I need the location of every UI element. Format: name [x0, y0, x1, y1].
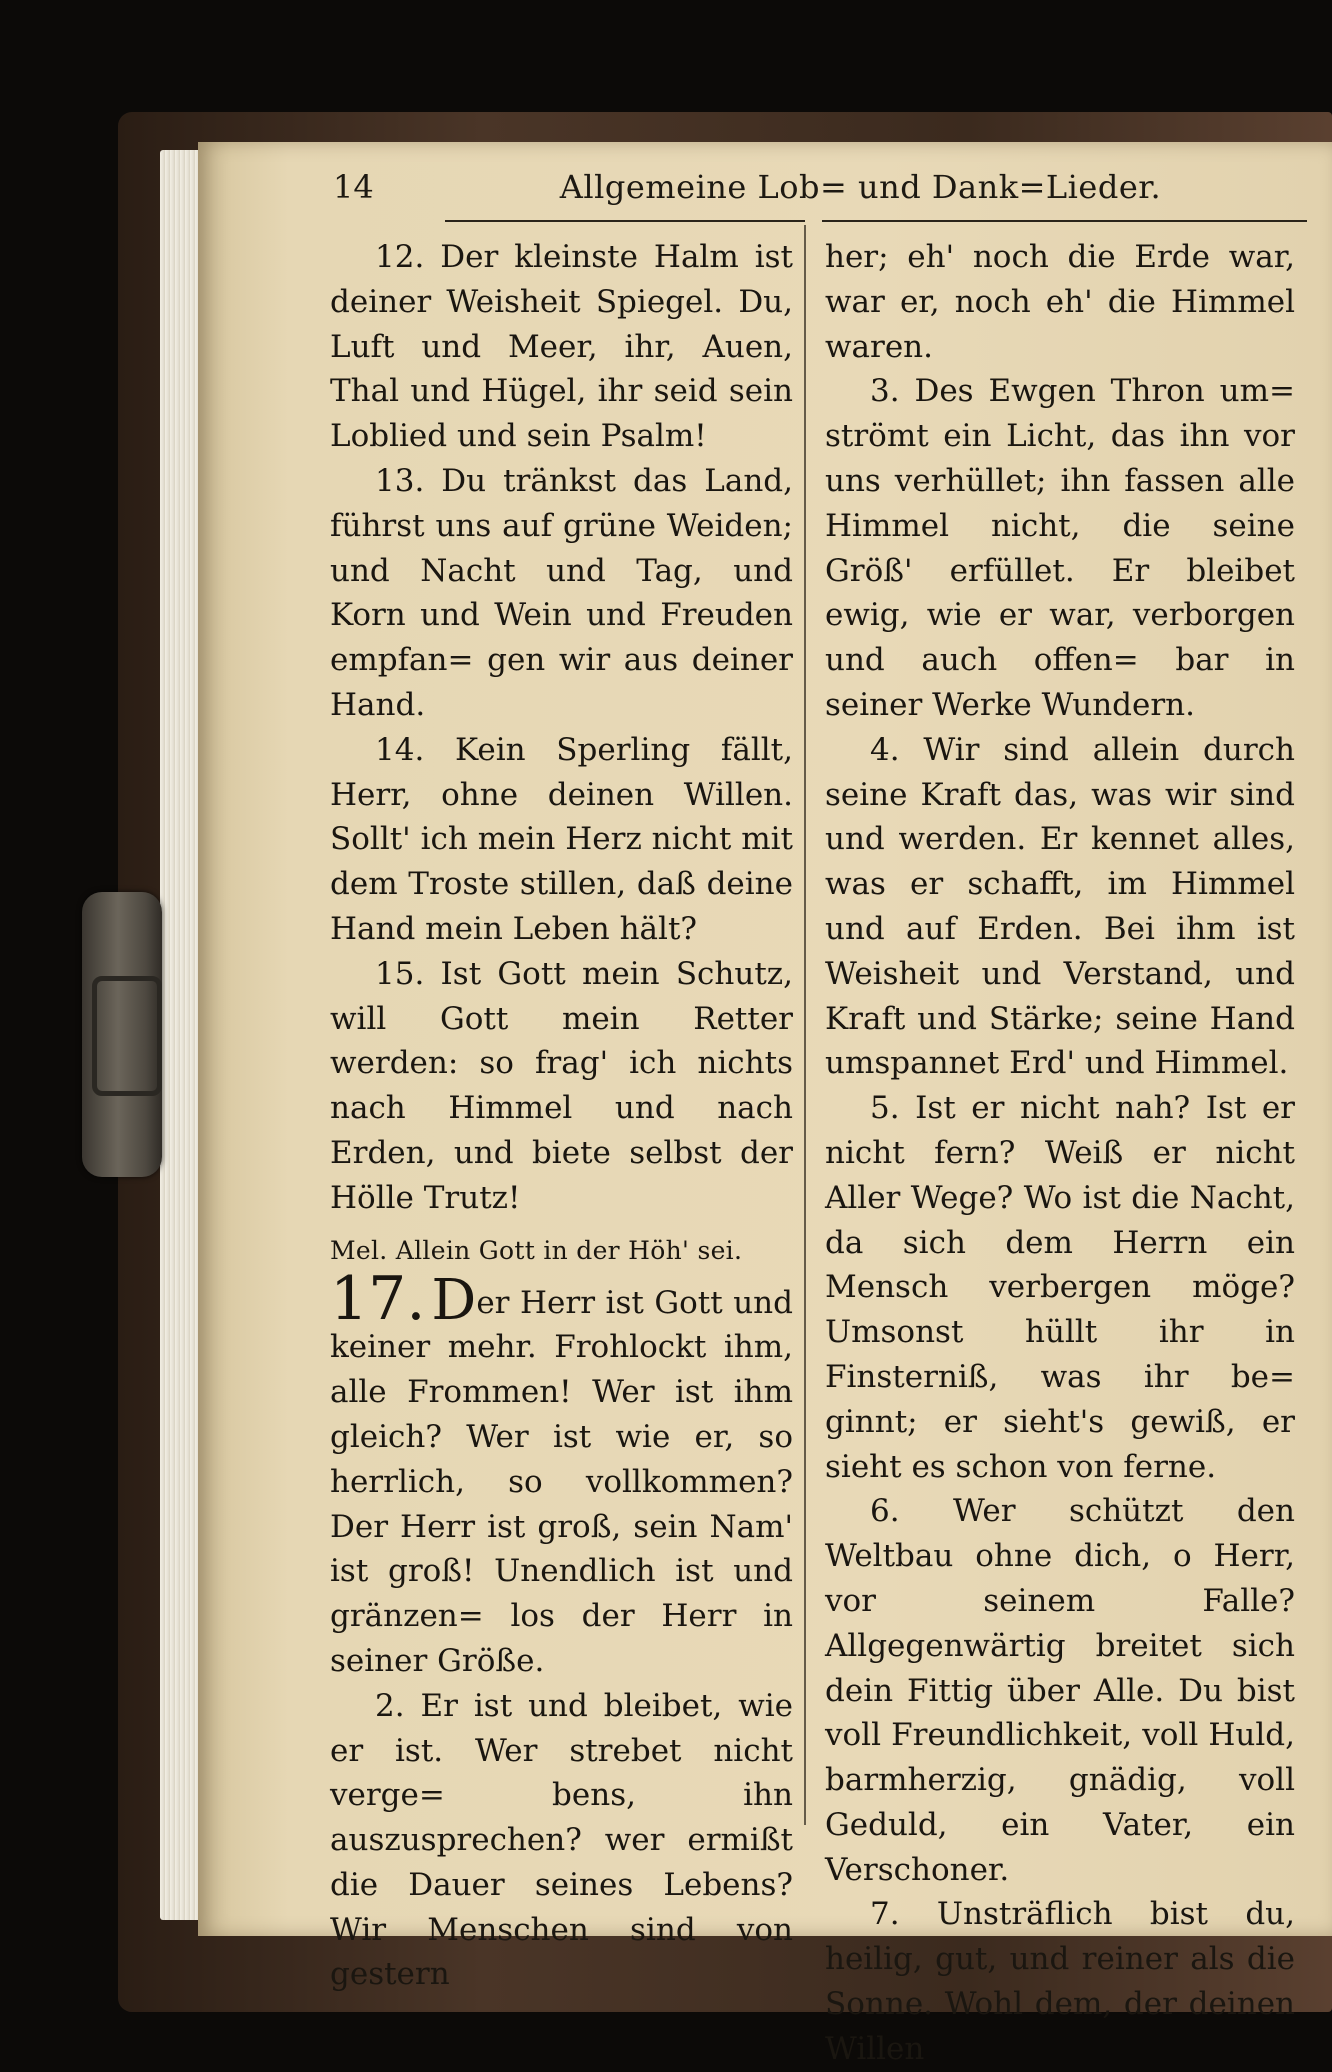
page-number: 14: [333, 168, 374, 206]
hymn-verse-1-text: er Herr ist Gott und keiner mehr. Frohlockt ihm, alle Frommen! Wer ist ihm gleich? Wer ist wie er, so herrlich, so vollkommen? Der Herr ist groß, sein Nam' ist groß! Unendlich ist und gränzen= los der Herr in seiner Größe.: [330, 1284, 793, 1679]
melody-line: Mel. Allein Gott in der Höh' sei.: [330, 1235, 743, 1265]
verse-12: 12. Der kleinste Halm ist deiner Weisheit Spiegel. Du, Luft und Meer, ihr, Auen, Thal und Hügel, ihr seid sein Loblied und sein Psalm!: [330, 239, 793, 455]
verse-2-continued: her; eh' noch die Erde war, war er, noch eh' die Himmel waren.: [825, 239, 1295, 365]
header-rule-left: [445, 220, 805, 222]
verse-15: 15. Ist Gott mein Schutz, will Gott mein Retter werden: so frag' ich nichts nach Himmel und nach Erden, und biete selbst der Hölle Trutz!: [330, 955, 793, 1216]
verse-14: 14. Kein Sperling fällt, Herr, ohne deinen Willen. Sollt' ich mein Herz nicht mit dem Troste stillen, daß deine Hand mein Leben hält?: [330, 731, 793, 947]
drop-cap: D: [431, 1267, 477, 1333]
running-title: Allgemeine Lob= und Dank=Lieder.: [559, 168, 1162, 206]
right-column: [825, 235, 1295, 2072]
column-divider: [804, 225, 806, 1825]
verse-2: 2. Er ist und bleibet, wie er ist. Wer strebet nicht verge= bens, ihn auszusprechen? wer ermißt die Dauer seines Lebens? Wir Menschen sind von gestern: [330, 1687, 793, 1993]
verse-3: 3. Des Ewgen Thron um= strömt ein Licht, das ihn vor uns verhüllet; ihn fassen alle Himmel nicht, die seine Größ' erfüllet. Er bleibet ewig, wie er war, verborgen und auch offen= bar in seiner Werke Wundern.: [825, 373, 1295, 723]
verse-5: 5. Ist er nicht nah? Ist er nicht fern? Weiß er nicht Aller Wege? Wo ist die Nacht, da sich dem Herrn ein Mensch verbergen möge? Umsonst hüllt ihr in Finsterniß, was ihr be= ginnt; er sieht's gewiß, er sieht es schon von ferne.: [825, 1090, 1295, 1485]
left-column: [330, 235, 793, 1997]
hymn-17-verse-1: [330, 1263, 793, 1684]
book-clasp: [82, 892, 162, 1177]
hymn-number: 17.: [330, 1263, 426, 1334]
verse-4: 4. Wir sind allein durch seine Kraft das, was wir sind und werden. Er kennet alles, was er schafft, im Himmel und auf Erden. Bei ihm ist Weisheit und Verstand, und Kraft und Stärke; seine Hand umspannet Erd' und Himmel.: [825, 731, 1295, 1082]
verse-13: 13. Du tränkst das Land, führst uns auf grüne Weiden; und Nacht und Tag, und Korn und Wein und Freuden empfan= gen wir aus deiner Hand.: [330, 462, 793, 723]
page-header: [333, 160, 1298, 210]
header-rule-right: [822, 220, 1307, 222]
verse-7: 7. Unsträflich bist du, heilig, gut, und reiner als die Sonne. Wohl dem, der deinen Willen: [825, 1896, 1295, 2067]
verse-6: 6. Wer schützt den Weltbau ohne dich, o Herr, vor seinem Falle? Allgegenwärtig breitet sich dein Fittig über Alle. Du bist voll Freundlichkeit, voll Huld, barmherzig, gnädig, voll Geduld, ein Vater, ein Verschoner.: [825, 1493, 1295, 1888]
